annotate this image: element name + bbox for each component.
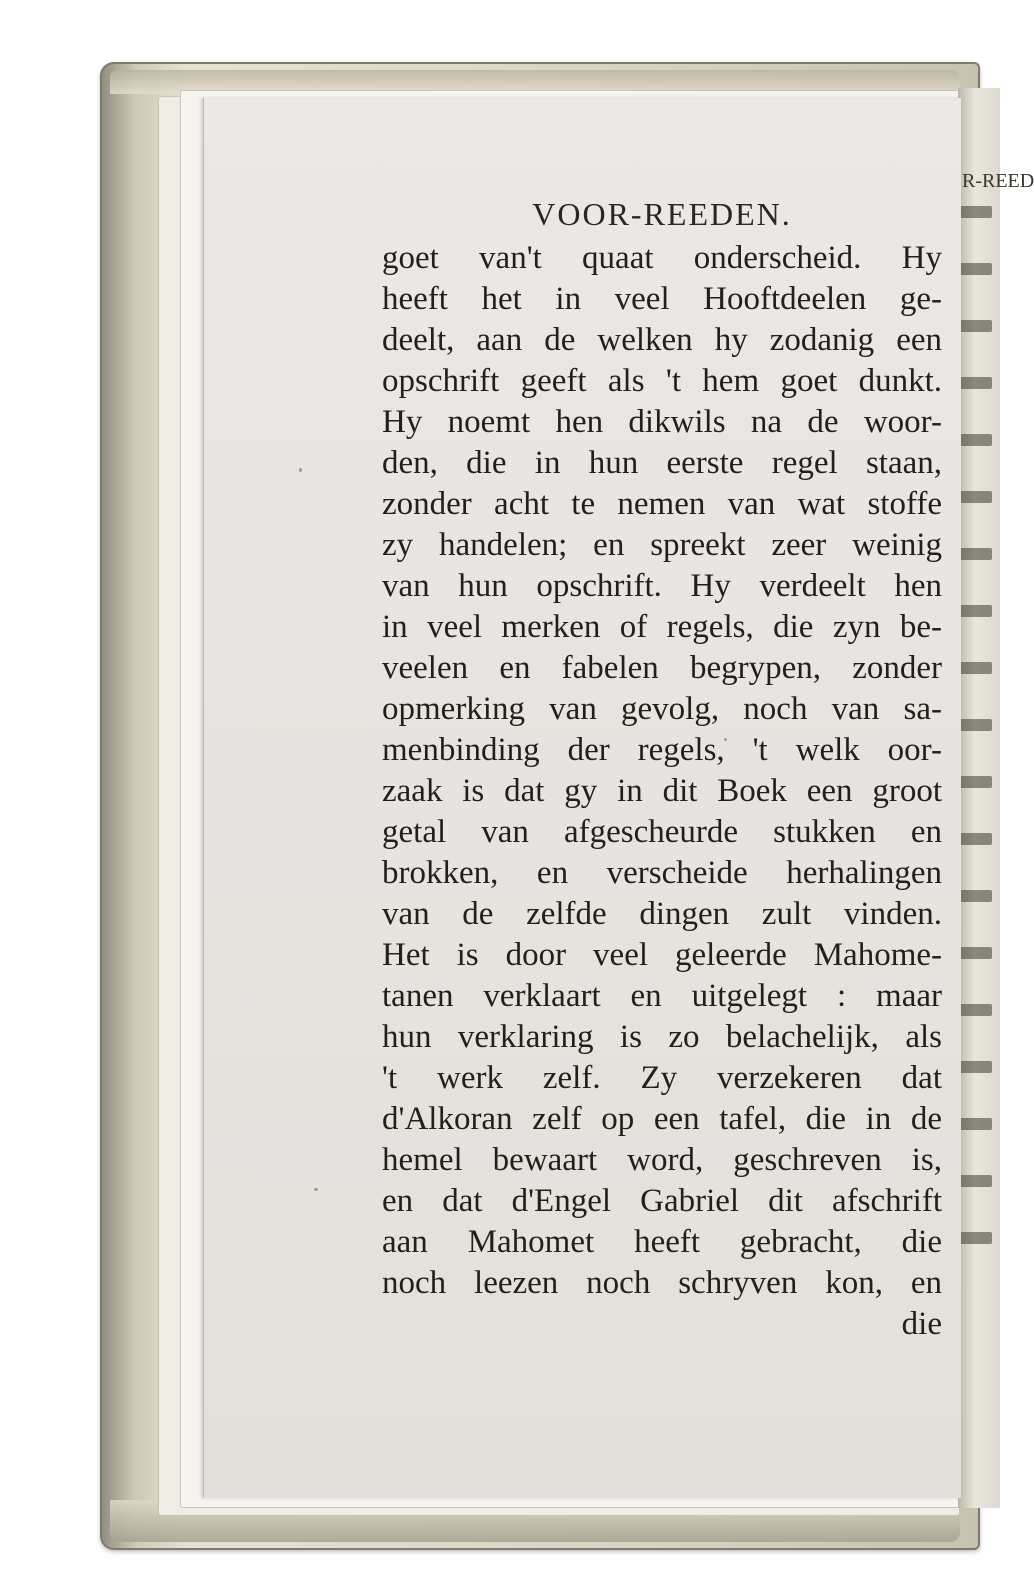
text-line: van de zelfde dingen zult vinden. [382,896,942,932]
text-line: en dat d'Engel Gabriel dit afschrift [382,1183,942,1219]
text-line: heeft het in veel Hooftdeelen ge- [382,281,942,317]
text-line: in veel merken of regels, die zyn be- [382,609,942,645]
text-line: Hy noemt hen dikwils na de woor- [382,404,942,440]
facing-running-head: R-REED [962,170,1034,192]
paper-speck [314,1188,318,1191]
text-line: goet van't quaat onderscheid. Hy [382,240,942,276]
text-line: brokken, en verscheide herhalingen [382,855,942,891]
text-line: d'Alkoran zelf op een tafel, die in de [382,1101,942,1137]
text-line: zonder acht te nemen van wat stoffe [382,486,942,522]
text-line: aan Mahomet heeft gebracht, die [382,1224,942,1260]
text-line: zy handelen; en spreekt zeer weinig [382,527,942,563]
text-line: hun verklaring is zo belachelijk, als [382,1019,942,1055]
text-line: zaak is dat gy in dit Boek een groot [382,773,942,809]
facing-page-text-lines [960,190,1000,970]
text-line: noch leezen noch schryven kon, en [382,1265,942,1301]
catchword: die [901,1306,942,1342]
text-line: Het is door veel geleerde Mahome- [382,937,942,973]
text-line: getal van afgescheurde stukken en [382,814,942,850]
text-line: 't werk zelf. Zy verzekeren dat [382,1060,942,1096]
text-line: menbinding der regels, 't welk oor- [382,732,942,768]
text-line: opmerking van gevolg, noch van sa- [382,691,942,727]
text-line: veelen en fabelen begrypen, zonder [382,650,942,686]
page-text-block [382,238,942,1345]
text-line: van hun opschrift. Hy verdeelt hen [382,568,942,604]
text-line: opschrift geeft als 't hem goet dunkt. [382,363,942,399]
running-head: VOOR-REEDEN. [532,196,792,232]
text-line: deelt, aan de welken hy zodanig een [382,322,942,358]
paper-speck [299,468,302,472]
text-line: hemel bewaart word, geschreven is, [382,1142,942,1178]
text-line: den, die in hun eerste regel staan, [382,445,942,481]
text-line: tanen verklaart en uitgelegt : maar [382,978,942,1014]
